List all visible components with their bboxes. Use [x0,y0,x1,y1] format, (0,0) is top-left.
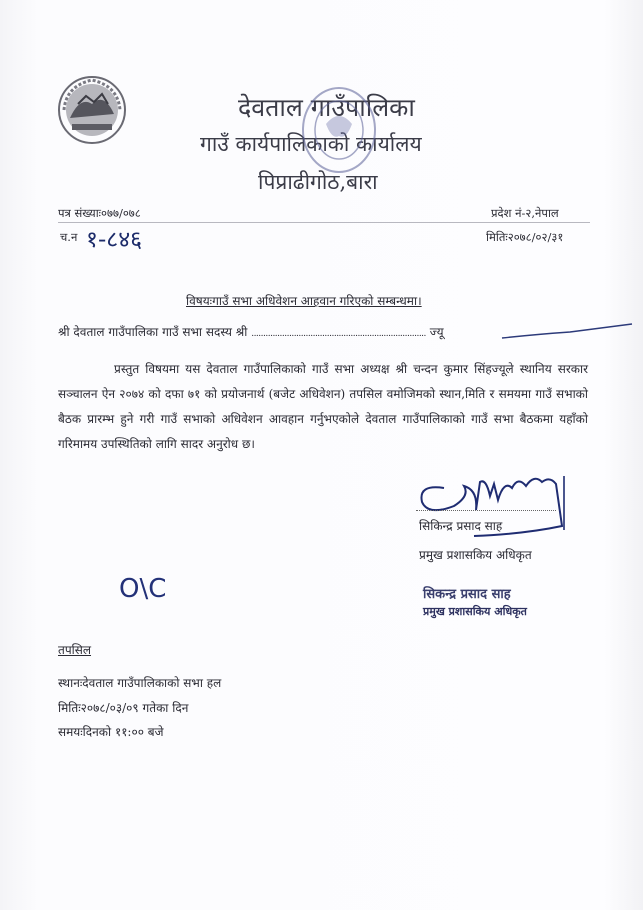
addressee-prefix: श्री देवताल गाउँपालिका गाउँ सभा सदस्य श्री [58,325,248,339]
tapsil-date: मितिः२०७८/०३/०९ गतेका दिन [58,701,189,715]
pen-stroke-icon [500,322,634,344]
signature-line [416,510,556,511]
province-label: प्रदेश नं-२,नेपाल [491,206,559,220]
addressee-line [58,323,444,340]
signatory-name: सिकिन्द्र प्रसाद साह [419,519,503,533]
office-seal-icon [296,80,382,180]
nepal-emblem-icon [56,74,128,146]
tapsil-heading: तपसिल [58,643,92,657]
letter-body: प्रस्तुत विषयमा यस देवताल गाउँपालिकाको गाउँ सभा अध्यक्ष श्री चन्दन कुमार सिंहज्यूले स्थानिय सरकार सञ्चालन ऐन २०७४ को दफा ७१ को प्रयोजनार्थ (बजेट अधिवेशन) तपसिल वमोजिमको स्थान,मिति र समयमा गाउँ सभाको बैठक प्रारम्भ हुने गरी गाउँ सभाको अधिवेशन आवहान गर्नुभएकोले देवताल गाउँपालिकाको गाउँ सभा बैठकमा यहाँको गरिमामय उपस्थितिको लागि सादर अनुरोध छ। [58,362,588,451]
municipality-name: देवताल गाउँपालिका [238,93,415,122]
letter-number: पत्र संख्याः०७७/०७८ [58,206,141,220]
letter-date: मितिः२०७८/०२/३१ [486,230,564,244]
tapsil-time: समयःदिनको ११:०० बजे [58,725,164,739]
dispatch-label: च.न [60,230,78,244]
handwritten-note: O\C [119,574,167,604]
office-location: पिप्राढीगोठ,बारा [258,170,378,194]
stamp-name: सिकन्द्र प्रसाद साह [423,587,511,602]
subject-line: विषयःगाउँ सभा अधिवेशन आहवान गरिएको सम्बन्धमा। [186,294,422,308]
dispatch-number: १-८४६ [86,227,143,253]
addressee-dots: .......................................................................... [251,329,426,339]
office-name: गाउँ कार्यपालिकाको कार्यालय [200,132,422,156]
addressee-suffix: ज्यू [429,325,444,339]
signature-icon [414,466,584,548]
tapsil-place: स्थानःदेवताल गाउँपालिकाको सभा हल [58,676,222,690]
stamp-title: प्रमुख प्रशासकिय अधिकृत [423,605,527,618]
signatory-title: प्रमुख प्रशासकिय अधिकृत [419,548,532,562]
